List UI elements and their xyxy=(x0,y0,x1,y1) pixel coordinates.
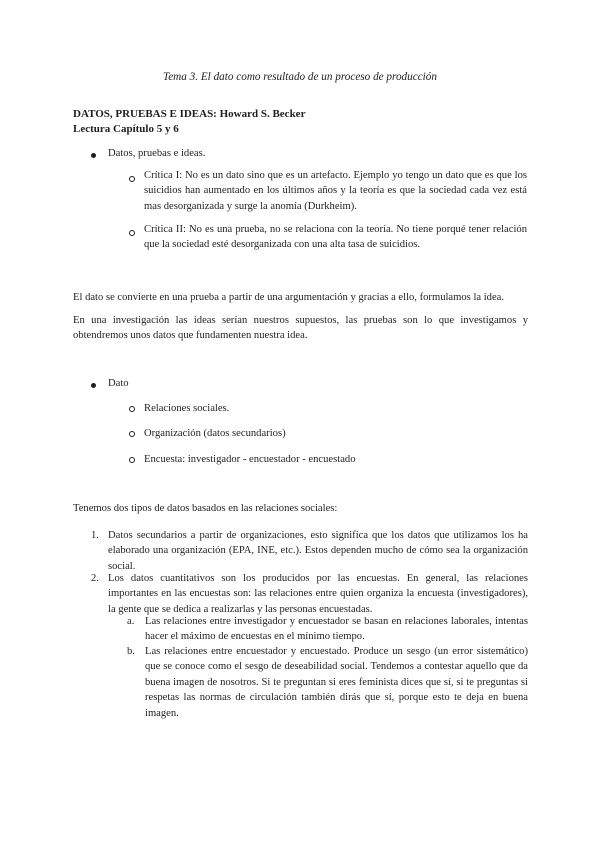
sub-bullet-marker xyxy=(129,457,135,463)
list-subitem-encuestado: Las relaciones entre encuestador y encuestado. Produce un sesgo (un error sistemático) que se conoce como el sesgo de deseabilidad social. Tendemos a contestar aquello que da buena imagen de nosotros. Si te preguntan si eres feminista dices que sí, si te preguntas si respetas las normas de circulación también dirás que sí, porque esto te deja en buena imagen. xyxy=(145,646,528,719)
list-number: 1. xyxy=(91,530,99,541)
document-title: Tema 3. El dato como resultado de un proceso de producción xyxy=(163,71,437,83)
list-number: 2. xyxy=(91,573,99,584)
list-item-datos-cuantitativos: Los datos cuantitativos son los producidos por las encuestas. En general, las relaciones importantes en las encuestas son: las relaciones entre quien organiza la encuesta (investigadores), la gente que se dedica a realizarlas y las personas encuestadas. xyxy=(108,573,528,615)
list-letter: b. xyxy=(127,646,135,657)
section-subheading: Lectura Capítulo 5 y 6 xyxy=(73,123,179,135)
sub-bullet-marker xyxy=(129,431,135,437)
bullet-item-datos: Datos, pruebas e ideas. xyxy=(108,148,206,159)
sub-bullet-encuesta: Encuesta: investigador - encuestador - encuestado xyxy=(144,454,356,465)
paragraph-investigacion: En una investigación las ideas serían nuestros supuestos, las pruebas son lo que investigamos y obtendremos unos datos que fundamenten nuestra idea. xyxy=(73,315,528,342)
bullet-marker xyxy=(91,153,96,158)
bullet-item-dato: Dato xyxy=(108,378,129,389)
list-item-datos-secundarios: Datos secundarios a partir de organizaciones, esto significa que los datos que utilizamos los ha elaborado una organización (EPA, INE, etc.). Estos dependen mucho de cómo sea la organización social. xyxy=(108,530,528,572)
list-subitem-investigador: Las relaciones entre investigador y encuestador se basan en relaciones laborales, intentas hacer el máximo de encuestas en el mínimo tiempo. xyxy=(145,616,528,643)
bullet-marker xyxy=(91,383,96,388)
list-letter: a. xyxy=(127,616,135,627)
section-heading: DATOS, PRUEBAS E IDEAS: Howard S. Becker xyxy=(73,108,306,120)
sub-bullet-marker xyxy=(129,176,135,182)
paragraph-tipos-datos: Tenemos dos tipos de datos basados en las relaciones sociales: xyxy=(73,503,338,514)
sub-bullet-relaciones: Relaciones sociales. xyxy=(144,403,230,414)
sub-bullet-critica-2: Crítica II: No es una prueba, no se relaciona con la teoría. No tiene porqué tener relación que la sociedad esté desorganizada con una alta tasa de suicidios. xyxy=(144,224,527,251)
sub-bullet-critica-1: Crítica I: No es un dato sino que es un artefacto. Ejemplo yo tengo un dato que es que los suicidios han aumentado en los últimos años y la teoría es que la sociedad cada vez está mas desorganizada y surge la anomía (Durkheim). xyxy=(144,170,527,212)
sub-bullet-marker xyxy=(129,406,135,412)
paragraph-dato-prueba: El dato se convierte en una prueba a partir de una argumentación y gracias a ello, formulamos la idea. xyxy=(73,292,505,303)
sub-bullet-marker xyxy=(129,230,135,236)
sub-bullet-organizacion: Organización (datos secundarios) xyxy=(144,428,286,439)
